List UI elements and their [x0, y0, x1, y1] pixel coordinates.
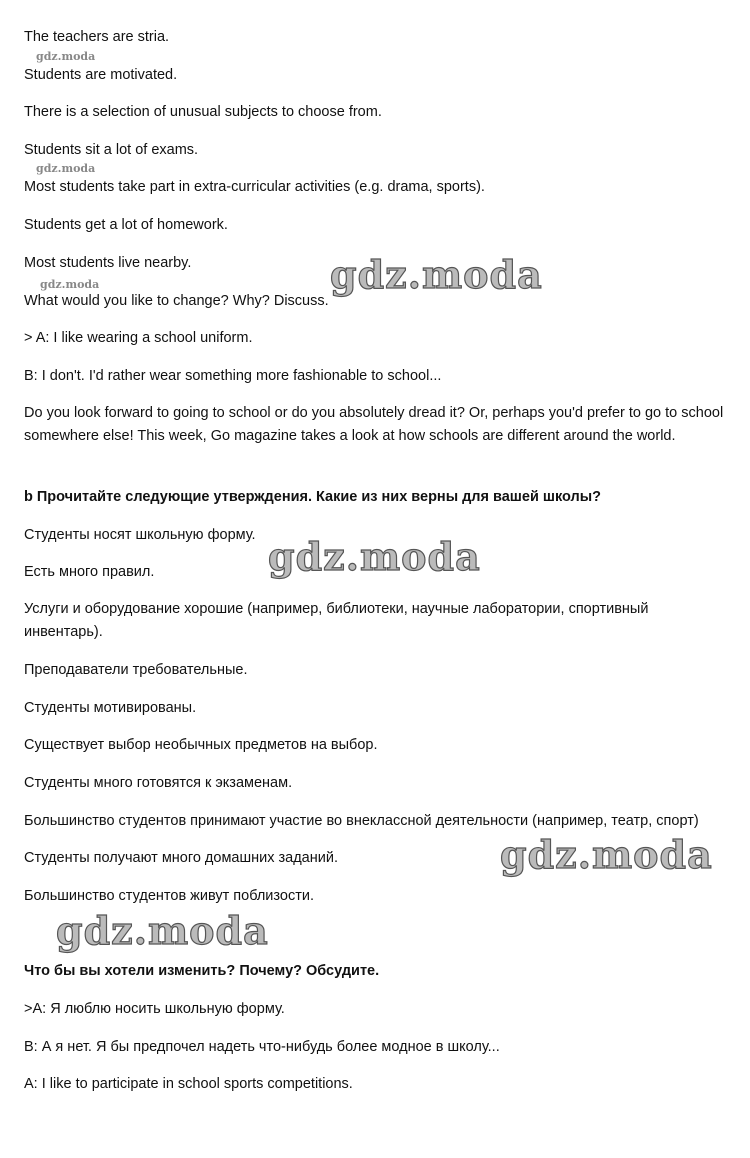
text-line: Существует выбор необычных предметов на выбор.: [24, 737, 378, 753]
text-line: Students are motivated.: [24, 67, 178, 83]
text-line: Студенты носят школьную форму.: [24, 527, 256, 543]
text-line: Услуги и оборудование хорошие (например, библиотеки, научные лаборатории, спортивный инвентарь).: [24, 601, 649, 640]
paragraph: Do you look forward to going to school or do you absolutely dread it? Or, perhaps you'd prefer to go to school somewhere else! This week, Go magazine takes a look at how schools are different around the world.: [24, 405, 724, 444]
text-line: Есть много правил.: [24, 564, 155, 580]
text-line: Most students live nearby.: [24, 255, 192, 271]
text-line: >A: Я люблю носить школьную форму.: [24, 1001, 285, 1017]
text-line: Students get a lot of homework.: [24, 217, 228, 233]
text-line: Студенты много готовятся к экзаменам.: [24, 775, 293, 791]
text-line: A: I like to participate in school sports competitions.: [24, 1076, 353, 1092]
watermark: gdz.moda: [56, 908, 269, 953]
text-line: Студенты получают много домашних заданий.: [24, 850, 338, 866]
text-line: B: А я нет. Я бы предпочел надеть что-нибудь более модное в школу...: [24, 1039, 500, 1055]
section-heading: b Прочитайте следующие утверждения. Какие из них верны для вашей школы?: [24, 489, 601, 505]
watermark: gdz.moda: [40, 278, 100, 291]
text-line: Students sit a lot of exams.: [24, 142, 199, 158]
text-line: Преподаватели требовательные.: [24, 662, 248, 678]
watermark: gdz.moda: [500, 832, 713, 877]
watermark: gdz.moda: [330, 252, 543, 297]
text-line: Большинство студентов живут поблизости.: [24, 888, 314, 904]
text-line: Студенты мотивированы.: [24, 700, 197, 716]
text-line: What would you like to change? Why? Discuss.: [24, 293, 329, 309]
watermark: gdz.moda: [268, 534, 481, 579]
section-heading: Что бы вы хотели изменить? Почему? Обсудите.: [24, 963, 380, 979]
watermark: gdz.moda: [36, 162, 96, 175]
text-line: Большинство студентов принимают участие во внеклассной деятельности (например, театр, спорт): [24, 813, 699, 829]
text-line: The teachers are stria.: [24, 29, 170, 45]
text-line: There is a selection of unusual subjects to choose from.: [24, 104, 382, 120]
text-line: > A: I like wearing a school uniform.: [24, 330, 253, 346]
watermark: gdz.moda: [36, 50, 96, 63]
text-line: Most students take part in extra-curricular activities (e.g. drama, sports).: [24, 179, 485, 195]
text-line: B: I don't. I'd rather wear something more fashionable to school...: [24, 368, 442, 384]
